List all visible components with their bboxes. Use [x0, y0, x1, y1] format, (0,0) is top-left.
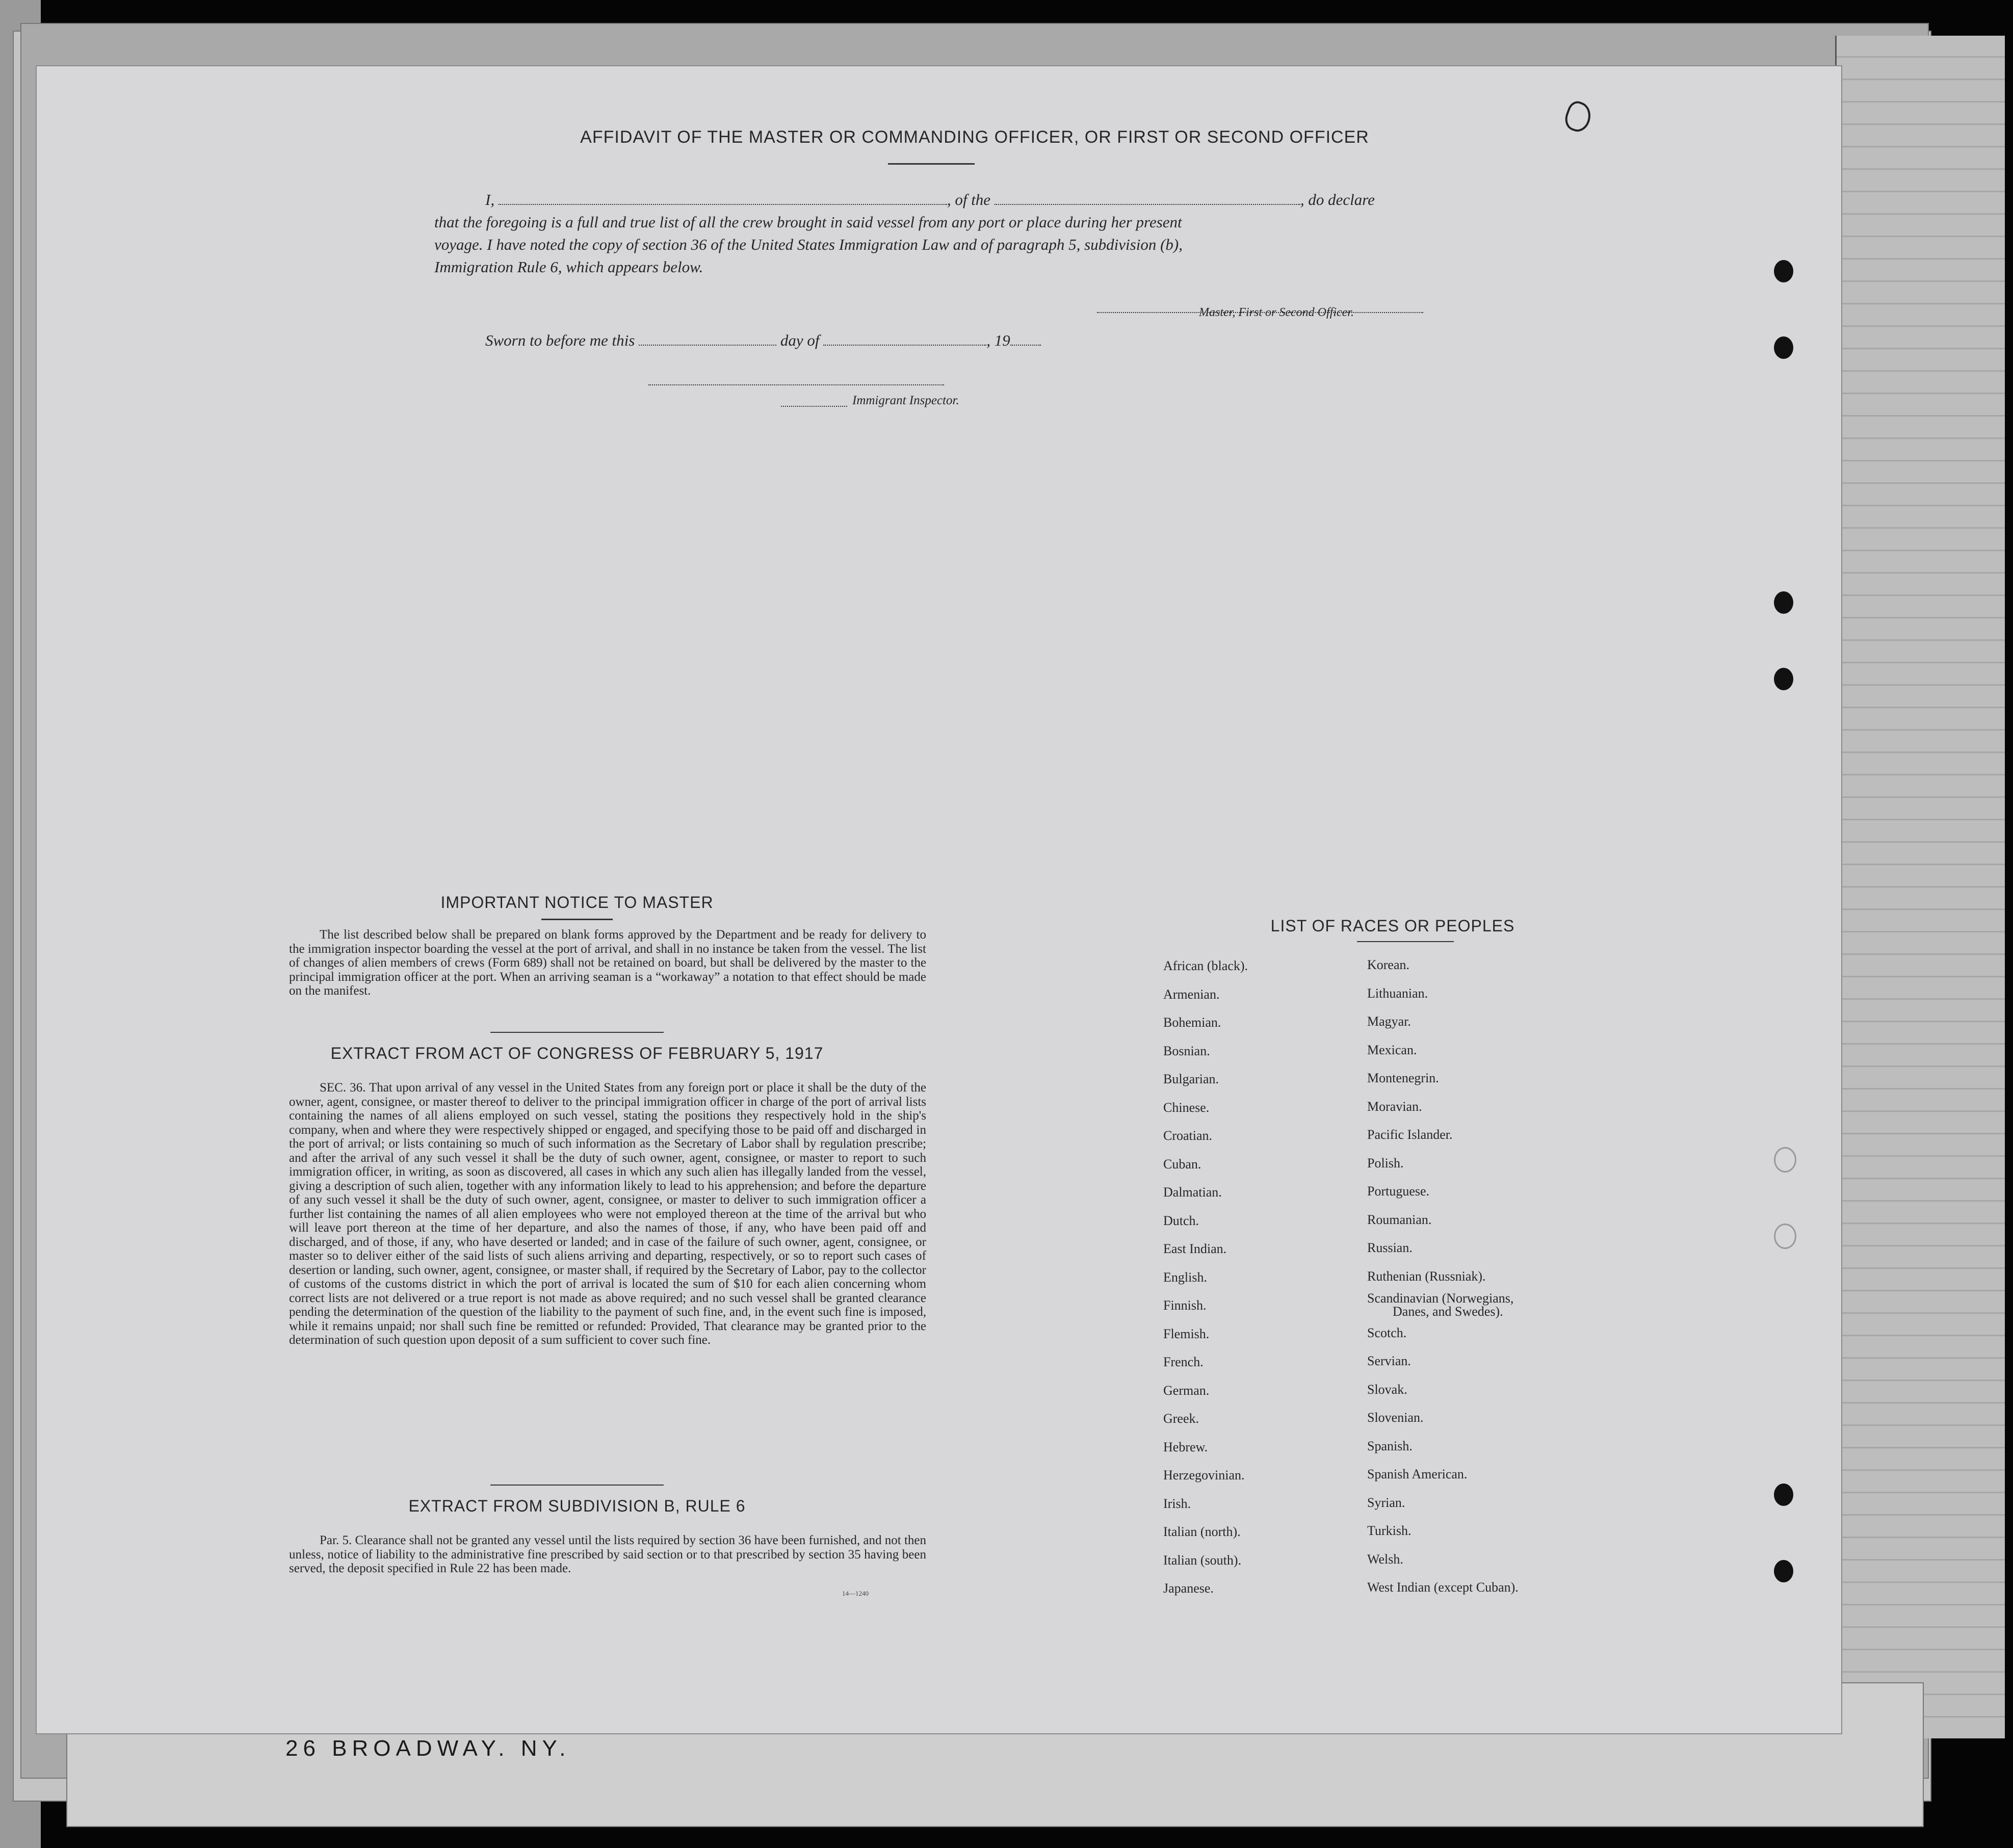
- handwritten-address: 26 BROADWAY. NY.: [285, 1736, 571, 1761]
- race-item: Welsh.: [1367, 1551, 1403, 1567]
- race-item: Flemish.: [1163, 1326, 1210, 1341]
- notice-text: The list described below shall be prepared on blank forms approved by the Department and be ready for delivery to the immigration inspector boarding the vessel at the port of arrival, and shall in no instance be taken from the vessel. The list of changes of alien members of crews (Form 689) shall not be retained on board, but shall be delivered by the master to the principal immigration officer at the port. When an arriving seaman is a “workaway” a notation to that effect should be made on the manifest.: [289, 928, 926, 998]
- race-item: Lithuanian.: [1367, 985, 1428, 1001]
- affidavit-line-1: [434, 189, 1449, 211]
- race-row: [1163, 1213, 1622, 1242]
- races-divider: [1357, 941, 1454, 942]
- punch-hole: [1774, 591, 1793, 614]
- race-item: English.: [1163, 1269, 1207, 1285]
- race-row: [1163, 1015, 1622, 1044]
- sworn-line: [485, 331, 1041, 350]
- affidavit-line-3: voyage. I have noted the copy of section 36 of the United States Immigration Law and of paragraph 5, subdivision (b),: [434, 236, 1183, 253]
- race-item: Roumanian.: [1367, 1212, 1432, 1227]
- race-row: [1163, 1383, 1622, 1412]
- inspector-signature-field[interactable]: [648, 371, 944, 385]
- notice-paragraph: [289, 928, 926, 998]
- race-item: Slovenian.: [1367, 1410, 1424, 1425]
- form-number: 14—1240: [842, 1590, 869, 1597]
- affidavit-of-the: , of the: [947, 191, 991, 209]
- race-item: West Indian (except Cuban).: [1367, 1580, 1519, 1595]
- signature-label: Master, First or Second Officer.: [1199, 306, 1354, 319]
- race-item: Servian.: [1367, 1354, 1411, 1368]
- races-list: [1163, 958, 1622, 1609]
- notice-title: IMPORTANT NOTICE TO MASTER: [440, 893, 714, 912]
- race-item: Montenegrin.: [1367, 1071, 1439, 1085]
- race-row: [1163, 1044, 1622, 1072]
- race-row: [1163, 1072, 1622, 1100]
- race-row: [1163, 958, 1622, 987]
- race-row: [1163, 1524, 1622, 1553]
- affidavit-body: [434, 189, 1449, 278]
- race-row: [1163, 1411, 1622, 1440]
- inspector-dots: [781, 393, 847, 407]
- race-item: Polish.: [1367, 1155, 1404, 1170]
- race-item: Mexican.: [1367, 1042, 1417, 1057]
- sworn-day-field[interactable]: [639, 331, 776, 346]
- rule-title: EXTRACT FROM SUBDIVISION B, RULE 6: [408, 1497, 746, 1515]
- race-item: German.: [1163, 1383, 1210, 1398]
- race-item: French.: [1163, 1355, 1204, 1369]
- race-item: Chinese.: [1163, 1100, 1210, 1115]
- affidavit-i: I,: [485, 191, 495, 209]
- race-row: [1163, 1496, 1622, 1525]
- notice-divider: [541, 919, 613, 920]
- punch-hole: [1774, 668, 1793, 690]
- sworn-month-field[interactable]: [823, 331, 986, 346]
- race-item: Spanish.: [1367, 1438, 1413, 1453]
- race-item: Bulgarian.: [1163, 1072, 1219, 1086]
- punch-hole: [1774, 336, 1793, 359]
- section-divider: [490, 1485, 664, 1486]
- race-item: Greek.: [1163, 1411, 1199, 1426]
- race-item: Russian.: [1367, 1240, 1413, 1255]
- races-title: LIST OF RACES OR PEOPLES: [1270, 917, 1515, 935]
- year-label: , 19: [986, 331, 1010, 349]
- sworn-label: Sworn to before me this: [485, 331, 635, 349]
- race-row: [1163, 1157, 1622, 1185]
- sworn-year-field[interactable]: [1010, 331, 1041, 346]
- race-item: Armenian.: [1163, 986, 1220, 1002]
- rule-text: Par. 5. Clearance shall not be granted any vessel until the lists required by section 36 have been furnished, and not then unless, notice of liability to the administrative fine prescribed by said section or to that prescribed by section 35 having been served, the deposit specified in Rule 22 has been made.: [289, 1533, 926, 1575]
- race-row: [1163, 1291, 1622, 1326]
- affidavit-line-2: that the foregoing is a full and true list of all the crew brought in said vessel from any port or place during her present: [434, 213, 1182, 231]
- vessel-field[interactable]: [995, 191, 1300, 205]
- race-item: Dutch.: [1163, 1213, 1199, 1228]
- punch-hole: [1774, 1483, 1793, 1506]
- punch-hole: [1774, 1147, 1796, 1173]
- form-sheet: [37, 66, 1841, 1733]
- race-row: [1163, 1326, 1622, 1355]
- race-item: Slovak.: [1367, 1382, 1407, 1397]
- race-item: Syrian.: [1367, 1495, 1405, 1510]
- punch-hole: [1774, 1560, 1793, 1582]
- race-row: [1163, 1185, 1622, 1213]
- race-row: [1163, 1128, 1622, 1157]
- right-page-stack: [1835, 36, 2005, 1738]
- race-item: Italian (south).: [1163, 1552, 1242, 1568]
- race-item: Ruthenian (Russniak).: [1367, 1268, 1486, 1284]
- race-item: Magyar.: [1367, 1014, 1411, 1029]
- rule-paragraph: [289, 1533, 926, 1576]
- race-item: Portuguese.: [1367, 1184, 1430, 1199]
- race-row: [1163, 1241, 1622, 1270]
- race-row: [1163, 987, 1622, 1016]
- race-row: [1163, 1553, 1622, 1581]
- race-item: Scandinavian (Norwegians, Danes, and Swedes).: [1367, 1291, 1514, 1319]
- punch-hole: [1774, 260, 1793, 282]
- day-of-label: day of: [780, 331, 820, 349]
- race-item: Hebrew.: [1163, 1439, 1208, 1454]
- race-item: Japanese.: [1163, 1581, 1214, 1596]
- race-item: Spanish American.: [1367, 1467, 1468, 1481]
- race-item: Irish.: [1163, 1496, 1191, 1511]
- act-text: SEC. 36. That upon arrival of any vessel in the United States from any foreign port or place it shall be the duty of the owner, agent, consignee, or master thereof to deliver to the principal immigration officer in charge of the port of arrival lists containing the names of all aliens employed on such vessel, stating the positions they respectively hold in the ship's company, when and where they were respectively shipped or engaged, and specifying those to be paid off and discharged in the port of arrival; or lists containing so much of such information as the Secretary of Labor shall by regulation prescribe; and after the arrival of any such vessel it shall be the duty of such owner, agent, consignee, or master to report to such immigration officer, in writing, as soon as discovered, all cases in which any such alien has illegally landed from the vessel, giving a description of such alien, together with any information likely to lead to his apprehension; and before the departure of any such vessel it shall be the duty of such owner, agent, consignee, or master to deliver to such immigration officer a further list containing the names of all alien employees who were not employed thereon at the time of the arrival but who will leave port thereon at the time of her departure, and also the names of those, if any, who have been paid off and discharged, and of those, if any, who have deserted or landed; and in case of the failure of such owner, agent, consignee, or master so to deliver either of the said lists of such aliens arriving and departing, respectively, or so to report such cases of desertion or landing, such owner, agent, consignee, or master shall, if required by the Secretary of Labor, pay to the collector of customs of the customs district in which the port of arrival is located the sum of $10 for each alien concerning whom correct lists are not delivered or a true report is not made as above required; and no such vessel shall be granted clearance pending the determination of the question of the liability to the payment of such fine, and, in the event such fine is imposed, while it remains unpaid; nor shall such fine be remitted or refunded: Provided, That clearance may be granted prior to the determination of such question upon deposit of a sum sufficient to cover such fine.: [289, 1081, 926, 1347]
- race-item: East Indian.: [1163, 1241, 1227, 1256]
- race-row: [1163, 1440, 1622, 1468]
- act-paragraph: [289, 1081, 926, 1347]
- race-item: Scotch.: [1367, 1325, 1407, 1340]
- race-item: Bosnian.: [1163, 1043, 1210, 1058]
- pencil-mark: [1562, 99, 1595, 135]
- race-item: Italian (north).: [1163, 1524, 1241, 1539]
- act-title: EXTRACT FROM ACT OF CONGRESS OF FEBRUARY 5, 1917: [330, 1044, 824, 1062]
- race-row: [1163, 1100, 1622, 1129]
- race-item: Cuban.: [1163, 1156, 1201, 1172]
- punch-hole: [1774, 1224, 1796, 1249]
- race-item: Korean.: [1367, 957, 1410, 972]
- race-item: Croatian.: [1163, 1128, 1213, 1143]
- affidavit-declare: , do declare: [1300, 191, 1375, 209]
- race-item: Dalmatian.: [1163, 1185, 1222, 1200]
- affidavit-title: AFFIDAVIT OF THE MASTER OR COMMANDING OFFICER, OR FIRST OR SECOND OFFICER: [580, 127, 1369, 147]
- race-item: Finnish.: [1163, 1298, 1207, 1313]
- race-item: Pacific Islander.: [1367, 1127, 1453, 1142]
- race-row: [1163, 1581, 1622, 1609]
- inspector-label: Immigrant Inspector.: [852, 394, 959, 407]
- race-item: Turkish.: [1367, 1523, 1411, 1538]
- race-item: Bohemian.: [1163, 1015, 1221, 1030]
- race-item: Herzegovinian.: [1163, 1468, 1245, 1482]
- name-field[interactable]: [499, 191, 947, 205]
- race-item: African (black).: [1163, 958, 1248, 973]
- race-row: [1163, 1355, 1622, 1383]
- race-item: Moravian.: [1367, 1099, 1422, 1114]
- race-row: [1163, 1468, 1622, 1496]
- section-divider: [490, 1032, 664, 1033]
- title-divider: [888, 163, 975, 165]
- affidavit-line-4: Immigration Rule 6, which appears below.: [434, 258, 703, 276]
